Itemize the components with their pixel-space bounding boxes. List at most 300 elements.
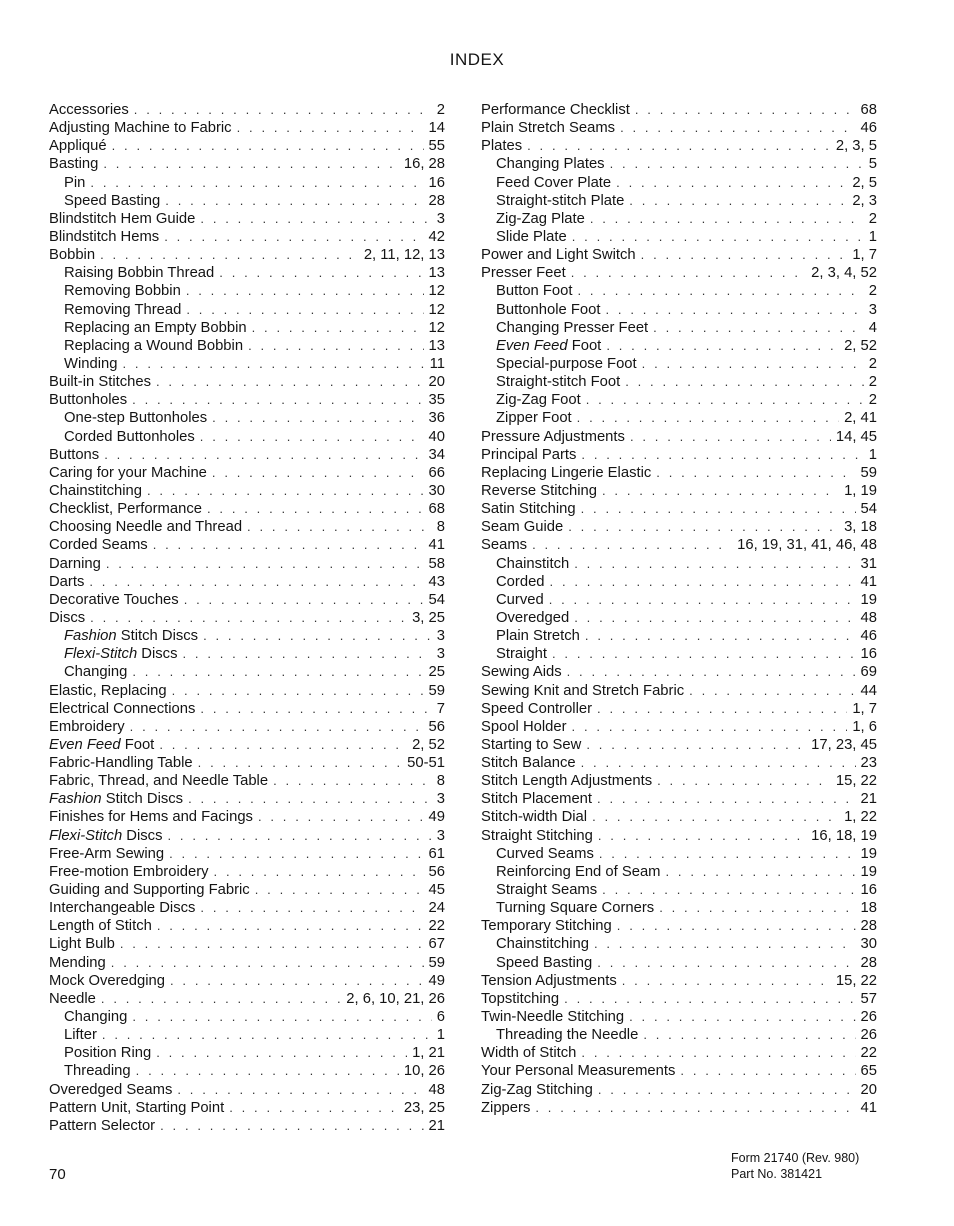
index-entry — [481, 482, 877, 500]
index-subentry — [481, 210, 877, 228]
entry-label — [64, 319, 247, 337]
index-entry — [481, 718, 877, 736]
dot-leader — [666, 863, 856, 881]
index-entry — [49, 917, 445, 935]
entry-label-text: Checklist, Performance — [49, 501, 202, 518]
index-subentry — [49, 1044, 445, 1062]
dot-leader — [642, 355, 864, 373]
entry-label — [496, 935, 589, 953]
dot-leader — [598, 827, 806, 845]
entry-label-text: Mock Overedging — [49, 972, 165, 989]
entry-label — [496, 881, 597, 899]
index-subentry — [481, 954, 877, 972]
entry-label — [481, 827, 593, 845]
entry-label — [49, 863, 209, 881]
entry-label-text: Position Ring — [64, 1045, 152, 1062]
dot-leader — [160, 1117, 423, 1135]
entry-label — [481, 718, 567, 736]
entry-label — [49, 228, 159, 246]
entry-pages: 67 — [428, 936, 445, 953]
dot-leader — [620, 119, 855, 137]
entry-pages: 1, 7 — [852, 700, 877, 717]
entry-label-text: Fabric-Handling Table — [49, 755, 193, 772]
dot-leader — [597, 700, 847, 718]
index-entry — [481, 663, 877, 681]
index-entry — [481, 1081, 877, 1099]
entry-label-text: Buttonholes — [49, 392, 128, 409]
index-entry — [481, 754, 877, 772]
entry-label-text: Stitch Discs — [101, 791, 184, 808]
entry-pages: 2, 41 — [844, 410, 877, 427]
entry-pages: 28 — [860, 954, 877, 971]
dot-leader — [625, 373, 864, 391]
entry-label-text: Stitch-width Dial — [481, 809, 588, 826]
index-subentry — [481, 337, 877, 355]
dot-leader — [212, 464, 424, 482]
entry-pages: 42 — [428, 228, 445, 245]
entry-pages: 15, 22 — [835, 972, 877, 989]
dot-leader — [680, 1062, 855, 1080]
entry-label-text: Caring for your Machine — [49, 464, 207, 481]
index-subentry — [481, 373, 877, 391]
entry-label — [64, 192, 160, 210]
entry-label-text: Sewing Aids — [481, 664, 562, 681]
index-entry — [481, 1044, 877, 1062]
entry-label-text: Free-motion Embroidery — [49, 863, 209, 880]
entry-label — [49, 972, 165, 990]
index-subentry — [49, 337, 445, 355]
entry-label-text: Performance Checklist — [481, 102, 630, 118]
entry-label-text: Overedged Seams — [49, 1081, 173, 1098]
entry-pages: 68 — [860, 102, 877, 118]
entry-label-italic: Fashion — [64, 628, 117, 645]
index-subentry — [49, 174, 445, 192]
entry-label-text: Changing Plates — [496, 156, 605, 173]
dot-leader — [567, 663, 856, 681]
dot-leader — [214, 863, 424, 881]
entry-label — [496, 573, 545, 591]
entry-pages: 3, 25 — [412, 609, 445, 626]
entry-label — [49, 881, 250, 899]
entry-label — [49, 464, 207, 482]
entry-label-text: Adjusting Machine to Fabric — [49, 120, 232, 137]
entry-label — [49, 808, 253, 826]
index-subentry — [49, 663, 445, 681]
dot-leader — [629, 192, 847, 210]
entry-pages: 3 — [436, 827, 445, 844]
index-entry — [49, 754, 445, 772]
index-subentry — [49, 409, 445, 427]
dot-leader — [532, 536, 732, 554]
index-subentry — [49, 1062, 445, 1080]
entry-label — [64, 428, 195, 446]
dot-leader — [164, 228, 423, 246]
index-column-left — [49, 101, 445, 1135]
entry-label — [64, 1062, 131, 1080]
index-entry — [49, 954, 445, 972]
entry-label — [481, 1008, 624, 1026]
dot-leader — [169, 845, 423, 863]
entry-pages: 2 — [868, 392, 877, 409]
dot-leader — [157, 917, 424, 935]
entry-label-text: Discs — [122, 827, 163, 844]
dot-leader — [581, 754, 856, 772]
dot-leader — [100, 246, 359, 264]
entry-pages: 31 — [860, 555, 877, 572]
dot-leader — [571, 264, 806, 282]
dot-leader — [597, 954, 855, 972]
dot-leader — [586, 391, 864, 409]
entry-label — [49, 155, 98, 173]
dot-leader — [599, 845, 856, 863]
entry-label — [496, 337, 601, 355]
entry-label-text: Appliqué — [49, 138, 107, 155]
entry-label — [481, 428, 625, 446]
form-number: Form 21740 (Rev. 980) — [731, 1151, 860, 1165]
index-subentry — [481, 301, 877, 319]
index-entry — [481, 464, 877, 482]
dot-leader — [574, 555, 855, 573]
entry-pages: 49 — [428, 972, 445, 989]
entry-label — [496, 555, 569, 573]
index-subentry — [49, 355, 445, 373]
entry-label-text: Fabric, Thread, and Needle Table — [49, 773, 269, 790]
entry-label-text: Your Personal Measurements — [481, 1063, 676, 1080]
index-entry — [481, 808, 877, 826]
entry-pages: 3 — [868, 301, 877, 318]
dot-leader — [656, 464, 855, 482]
index-entry — [49, 682, 445, 700]
entry-pages: 2, 3, 5 — [835, 138, 877, 155]
entry-label-text: Removing Thread — [64, 301, 182, 318]
entry-label — [481, 790, 592, 808]
entry-label — [496, 1026, 638, 1044]
index-subentry — [481, 899, 877, 917]
entry-label-text: Seams — [481, 537, 528, 554]
dot-leader — [136, 1062, 399, 1080]
entry-pages: 8 — [436, 773, 445, 790]
index-entry — [49, 228, 445, 246]
index-entry — [49, 1099, 445, 1117]
entry-pages: 1, 7 — [852, 247, 877, 264]
dot-leader — [111, 954, 424, 972]
index-subentry — [481, 609, 877, 627]
index-subentry — [481, 391, 877, 409]
entry-label — [49, 137, 107, 155]
form-info — [731, 1151, 859, 1182]
entry-pages: 61 — [428, 845, 445, 862]
entry-label-text: Foot — [567, 337, 602, 354]
dot-leader — [186, 301, 423, 319]
entry-label-text: Corded — [496, 573, 545, 590]
entry-label — [481, 264, 566, 282]
index-entry — [481, 1099, 877, 1117]
index-subentry — [481, 881, 877, 899]
dot-leader — [617, 917, 856, 935]
entry-label — [481, 446, 576, 464]
entry-label — [496, 192, 624, 210]
entry-pages: 19 — [860, 845, 877, 862]
entry-label-text: Reverse Stitching — [481, 482, 597, 499]
entry-label-text: Curved Seams — [496, 845, 594, 862]
dot-leader — [581, 1044, 855, 1062]
entry-label — [496, 174, 611, 192]
dot-leader — [605, 301, 863, 319]
entry-label-text: Plates — [481, 138, 523, 155]
index-entry — [481, 736, 877, 754]
entry-pages: 20 — [428, 374, 445, 391]
index-entry — [481, 990, 877, 1008]
entry-label-text: Straight-stitch Plate — [496, 192, 625, 209]
entry-pages: 59 — [428, 682, 445, 699]
dot-leader — [104, 446, 423, 464]
dot-leader — [200, 700, 431, 718]
entry-label-text: Replacing a Wound Bobbin — [64, 337, 244, 354]
dot-leader — [103, 155, 399, 173]
dot-leader — [170, 972, 424, 990]
entry-label-text: Replacing an Empty Bobbin — [64, 319, 247, 336]
entry-label — [64, 174, 85, 192]
entry-label-text: Sewing Knit and Stretch Fabric — [481, 682, 685, 699]
dot-leader — [594, 935, 856, 953]
entry-label — [496, 391, 581, 409]
entry-pages: 2, 6, 10, 21, 26 — [346, 990, 445, 1007]
entry-pages: 65 — [860, 1063, 877, 1080]
entry-label-text: Discs — [137, 646, 178, 663]
entry-label — [49, 119, 232, 137]
entry-label-text: Electrical Connections — [49, 700, 196, 717]
entry-pages: 16 — [860, 882, 877, 899]
entry-label — [481, 101, 630, 119]
entry-pages: 13 — [428, 265, 445, 282]
entry-pages: 11 — [429, 355, 445, 372]
dot-leader — [198, 754, 402, 772]
entry-pages: 15, 22 — [835, 773, 877, 790]
entry-label-text: Zig-Zag Stitching — [481, 1081, 593, 1098]
index-entry — [481, 264, 877, 282]
entry-label — [481, 137, 522, 155]
dot-leader — [200, 899, 423, 917]
entry-label-text: Blindstitch Hems — [49, 228, 160, 245]
entry-label-text: Replacing Lingerie Elastic — [481, 464, 652, 481]
entry-pages: 22 — [428, 918, 445, 935]
entry-label-text: Changing — [64, 664, 128, 681]
entry-pages: 7 — [436, 700, 445, 717]
entry-label — [496, 845, 594, 863]
entry-label-text: Tension Adjustments — [481, 972, 617, 989]
entry-pages: 41 — [860, 1099, 877, 1116]
dot-leader — [165, 192, 423, 210]
index-entry — [481, 536, 877, 554]
entry-label-text: Pressure Adjustments — [481, 428, 625, 445]
entry-label-text: Accessories — [49, 102, 129, 118]
entry-pages: 3, 18 — [844, 519, 877, 536]
entry-label-text: Overedged — [496, 609, 570, 626]
entry-pages: 48 — [428, 1081, 445, 1098]
entry-pages: 26 — [860, 1009, 877, 1026]
index-entry — [49, 1117, 445, 1135]
index-entry — [49, 137, 445, 155]
entry-label — [64, 663, 127, 681]
dot-leader — [610, 155, 864, 173]
dot-leader — [657, 772, 831, 790]
entry-label — [64, 627, 198, 645]
entry-label-text: Darts — [49, 573, 85, 590]
entry-pages: 26 — [860, 1027, 877, 1044]
entry-label-text: Buttonhole Foot — [496, 301, 601, 318]
entry-pages: 30 — [428, 482, 445, 499]
index-subentry — [49, 428, 445, 446]
entry-label — [49, 609, 85, 627]
dot-leader — [578, 282, 864, 300]
entry-pages: 20 — [860, 1081, 877, 1098]
entry-pages: 56 — [428, 863, 445, 880]
entry-label — [49, 555, 101, 573]
entry-label-text: Threading the Needle — [496, 1027, 639, 1044]
entry-label-text: Needle — [49, 990, 96, 1007]
entry-label-italic: Flexi-Stitch — [49, 827, 123, 844]
entry-pages: 54 — [860, 501, 877, 518]
dot-leader — [159, 736, 407, 754]
dot-leader — [572, 718, 848, 736]
index-entry — [481, 1008, 877, 1026]
entry-label-text: Topstitching — [481, 990, 560, 1007]
dot-leader — [106, 555, 424, 573]
page-number: 70 — [49, 1166, 66, 1183]
entry-label — [481, 119, 615, 137]
entry-pages: 16, 18, 19 — [811, 827, 877, 844]
entry-pages: 19 — [860, 591, 877, 608]
dot-leader — [616, 174, 847, 192]
index-subentry — [481, 627, 877, 645]
index-entry — [49, 446, 445, 464]
entry-label-text: Built-in Stitches — [49, 374, 151, 391]
entry-label-text: Foot — [120, 736, 155, 753]
entry-label — [496, 210, 585, 228]
dot-leader — [130, 718, 424, 736]
entry-label — [49, 210, 195, 228]
entry-pages: 22 — [860, 1045, 877, 1062]
entry-pages: 14, 45 — [835, 428, 877, 445]
index-entry — [481, 972, 877, 990]
entry-label-text: Corded Seams — [49, 537, 148, 554]
index-entry — [481, 246, 877, 264]
entry-label-italic: Flexi-Stitch — [64, 646, 138, 663]
entry-pages: 50-51 — [407, 755, 445, 772]
entry-pages: 58 — [428, 555, 445, 572]
index-entry — [49, 555, 445, 573]
entry-pages: 55 — [428, 138, 445, 155]
entry-label — [49, 500, 202, 518]
entry-label — [481, 464, 651, 482]
entry-pages: 23, 25 — [403, 1099, 445, 1116]
dot-leader — [606, 337, 839, 355]
dot-leader — [182, 645, 431, 663]
entry-label-text: Plain Stretch — [496, 628, 580, 645]
index-subentry — [481, 863, 877, 881]
dot-leader — [200, 210, 431, 228]
entry-label — [481, 736, 581, 754]
index-entry — [481, 119, 877, 137]
entry-label-italic: Fashion — [49, 791, 102, 808]
index-subentry — [49, 645, 445, 663]
entry-label-text: Guiding and Supporting Fabric — [49, 882, 250, 899]
dot-leader — [89, 573, 423, 591]
index-entry — [49, 808, 445, 826]
entry-label-text: Straight — [496, 646, 547, 663]
entry-pages: 68 — [428, 501, 445, 518]
entry-pages: 35 — [428, 392, 445, 409]
entry-pages: 44 — [860, 682, 877, 699]
index-entry — [49, 482, 445, 500]
entry-label-text: Special-purpose Foot — [496, 355, 637, 372]
dot-leader — [120, 935, 424, 953]
entry-label-text: Chainstitching — [49, 482, 142, 499]
entry-label — [496, 155, 605, 173]
index-entry — [49, 718, 445, 736]
entry-label-text: Lifter — [64, 1027, 97, 1044]
index-subentry — [481, 228, 877, 246]
index-subentry — [481, 319, 877, 337]
entry-pages: 1, 19 — [844, 482, 877, 499]
entry-label — [64, 337, 243, 355]
index-entry — [49, 881, 445, 899]
entry-label-text: Straight Seams — [496, 882, 598, 899]
entry-label-text: Interchangeable Discs — [49, 900, 196, 917]
entry-label — [481, 1062, 675, 1080]
entry-label — [496, 863, 661, 881]
dot-leader — [630, 428, 831, 446]
entry-label-text: Light Bulb — [49, 936, 115, 953]
entry-label — [496, 609, 569, 627]
entry-label-text: Feed Cover Plate — [496, 174, 612, 191]
entry-pages: 12 — [428, 301, 445, 318]
index-entry — [49, 700, 445, 718]
entry-label — [49, 391, 127, 409]
dot-leader — [564, 990, 855, 1008]
entry-label — [49, 718, 125, 736]
dot-leader — [153, 536, 424, 554]
entry-label-text: Principal Parts — [481, 446, 577, 463]
index-entry — [481, 446, 877, 464]
entry-pages: 41 — [428, 537, 445, 554]
index-subentry — [481, 174, 877, 192]
dot-leader — [527, 137, 831, 155]
entry-pages: 28 — [860, 918, 877, 935]
dot-leader — [188, 790, 432, 808]
index-entry — [49, 119, 445, 137]
index-subentry — [49, 264, 445, 282]
entry-label-text: Elastic, Replacing — [49, 682, 167, 699]
dot-leader — [101, 990, 341, 1008]
dot-leader — [203, 627, 432, 645]
entry-label — [49, 754, 193, 772]
dot-leader — [602, 482, 839, 500]
entry-pages: 46 — [860, 120, 877, 137]
dot-leader — [273, 772, 432, 790]
entry-pages: 57 — [860, 990, 877, 1007]
dot-leader — [572, 228, 864, 246]
entry-label — [49, 446, 99, 464]
entry-pages: 48 — [860, 609, 877, 626]
entry-pages: 8 — [436, 519, 445, 536]
dot-leader — [602, 881, 855, 899]
entry-label — [496, 645, 547, 663]
entry-label — [49, 536, 148, 554]
dot-leader — [590, 210, 864, 228]
entry-pages: 14 — [428, 120, 445, 137]
entry-pages: 34 — [428, 446, 445, 463]
